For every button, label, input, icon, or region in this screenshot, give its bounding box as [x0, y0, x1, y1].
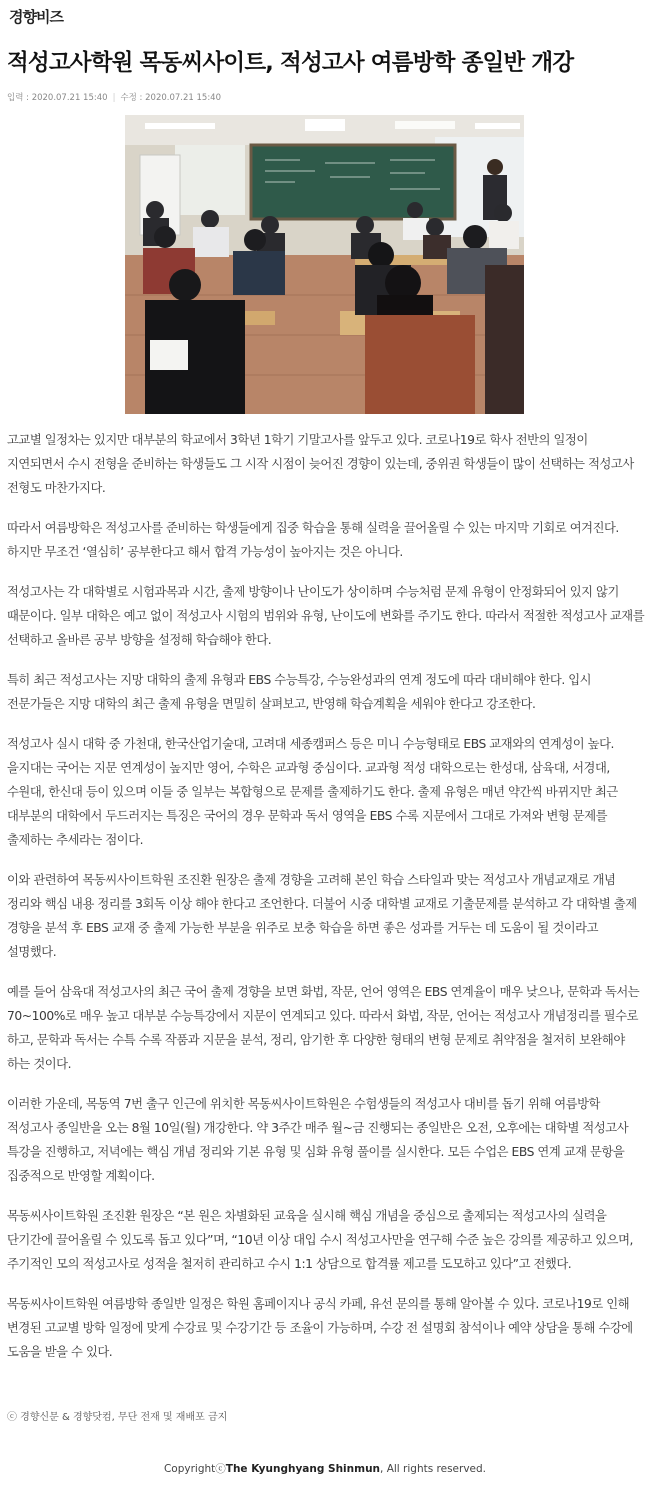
- paragraph: 적성고사 실시 대학 중 가천대, 한국산업기술대, 고려대 세종캠퍼스 등은 미니 수능형태로 EBS 교재와의 연계성이 높다. 을지대는 국어는 지문 연계성이 높지만 영어, 수학은 교과형 중심이다. 교과형 적성 대학으로는 한성대, 삼육대, 서경대, 수원대, 한신대 등이 있으며 이들 중 일부는 복합형으로 문제를 출제하기도 한다. 출제 유형은 매년 약간씩 바뀌지만 최근 대부분의 대학에서 두드러지는 특징은 국어의 경우 문학과 독서 영역을 EBS 수록 지문에서 그대로 가져와 변형 문제를 출제하는 추세라는 점이다.: [7, 737, 618, 847]
- paragraph: 특히 최근 적성고사는 지망 대학의 출제 유형과 EBS 수능특강, 수능완성과의 연계 정도에 따라 대비해야 한다. 입시 전문가들은 지망 대학의 최근 출제 유형을 면밀히 살펴보고, 반영해 학습계획을 세워야 한다고 강조한다.: [7, 673, 592, 711]
- article-copyright-note: ⓒ 경향신문 & 경향닷컴, 무단 전재 및 재배포 금지: [7, 1412, 228, 1423]
- input-date: 입력 : 2020.07.21 15:40: [7, 93, 108, 103]
- paragraph: 예를 들어 삼육대 적성고사의 최근 국어 출제 경향을 보면 화법, 작문, 언어 영역은 EBS 연계율이 매우 낮으나, 문학과 독서는 70~100%로 매우 높고 대부분 수능특강에서 지문이 연계되고 있다. 따라서 화법, 작문, 언어는 적성고사 개념정리를 필수로 하고, 문학과 독서는 수특 수록 작품과 지문을 분석, 정리, 암기한 후 다양한 형태의 변형 문제로 취약점을 철저히 보완해야 하는 것이다.: [7, 985, 640, 1071]
- site-logo[interactable]: 경향비즈: [9, 8, 63, 26]
- paragraph: 목동씨사이트학원 조진환 원장은 “본 원은 차별화된 교육을 실시해 핵심 개념을 중심으로 출제되는 적성고사의 실력을 단기간에 끌어올릴 수 있도록 돕고 있다”며, “10년 이상 대입 수시 적성고사만을 연구해 수준 높은 강의를 제공하고 있으며, 주기적인 모의 적성고사로 성적을 철저히 관리하고 수시 1:1 상담으로 합격률 제고를 도모하고 있다”고 전했다.: [7, 1209, 634, 1271]
- footer-prefix: Copyrightⓒ: [163, 1463, 226, 1475]
- article-title: 적성고사학원 목동씨사이트, 적성고사 여름방학 종일반 개강: [7, 50, 574, 76]
- paragraph: 목동씨사이트학원 여름방학 종일반 일정은 학원 홈페이지나 공식 카페, 유선 문의를 통해 알아볼 수 있다. 코로나19로 인해 변경된 고교별 방학 일정에 맞게 수강료 및 수강기간 등 조율이 가능하며, 수강 전 설명회 참석이나 예약 상담을 통해 수강에 도움을 받을 수 있다.: [7, 1297, 633, 1359]
- article-meta: [7, 91, 221, 103]
- classroom-photo-illustration: [125, 115, 524, 414]
- paragraph: 이러한 가운데, 목동역 7번 출구 인근에 위치한 목동씨사이트학원은 수험생들의 적성고사 대비를 돕기 위해 여름방학 적성고사 종일반을 오는 8월 10일(월) 개강한다. 약 3주간 매주 월~금 진행되는 종일반은 오전, 오후에는 대학별 적성고사 특강을 진행하고, 저녁에는 핵심 개념 정리와 기본 유형 및 심화 유형 풀이를 실시한다. 모든 수업은 EBS 연계 교재 문항을 집중적으로 반영할 계획이다.: [7, 1097, 629, 1183]
- paragraph: 적성고사는 각 대학별로 시험과목과 시간, 출제 방향이나 난이도가 상이하며 수능처럼 문제 유형이 안정화되어 있지 않기 때문이다. 일부 대학은 예고 없이 적성고사 시험의 범위와 유형, 난이도에 변화를 주기도 한다. 따라서 적절한 적성고사 교재를 선택하고 올바른 공부 방향을 설정해 학습해야 한다.: [7, 585, 645, 647]
- footer-brand: The Kyunghyang Shinmun: [225, 1463, 381, 1475]
- article-photo-classroom: [125, 115, 524, 414]
- modified-date: 수정 : 2020.07.21 15:40: [120, 93, 221, 103]
- paragraph: 이와 관련하여 목동씨사이트학원 조진환 원장은 출제 경향을 고려해 본인 학습 스타일과 맞는 적성고사 개념교재로 개념 정리와 핵심 내용 정리를 3회독 이상 해야 한다고 조언한다. 더불어 시중 대학별 교재로 기출문제를 분석하고 각 대학별 출제 경향을 분석 후 EBS 교재 중 출제 가능한 부분을 위주로 보충 학습을 하면 좋은 성과를 거두는 데 도움이 될 것이라고 설명했다.: [7, 873, 637, 959]
- meta-divider: |: [112, 93, 116, 103]
- footer-suffix: , All rights reserved.: [380, 1463, 487, 1475]
- paragraph: 따라서 여름방학은 적성고사를 준비하는 학생들에게 집중 학습을 통해 실력을 끌어올릴 수 있는 마지막 기회로 여겨진다. 하지만 무조건 ‘열심히’ 공부한다고 해서 합격 가능성이 높아지는 것은 아니다.: [7, 521, 619, 559]
- paragraph: 고교별 일정차는 있지만 대부분의 학교에서 3학년 1학기 기말고사를 앞두고 있다. 코로나19로 학사 전반의 일정이 지연되면서 수시 전형을 준비하는 학생들도 그 시작 시점이 늦어진 경향이 있는데, 중위권 학생들이 많이 선택하는 적성고사 전형도 마찬가지다.: [7, 433, 634, 495]
- article-body: [7, 428, 645, 1380]
- site-footer: [0, 1461, 650, 1476]
